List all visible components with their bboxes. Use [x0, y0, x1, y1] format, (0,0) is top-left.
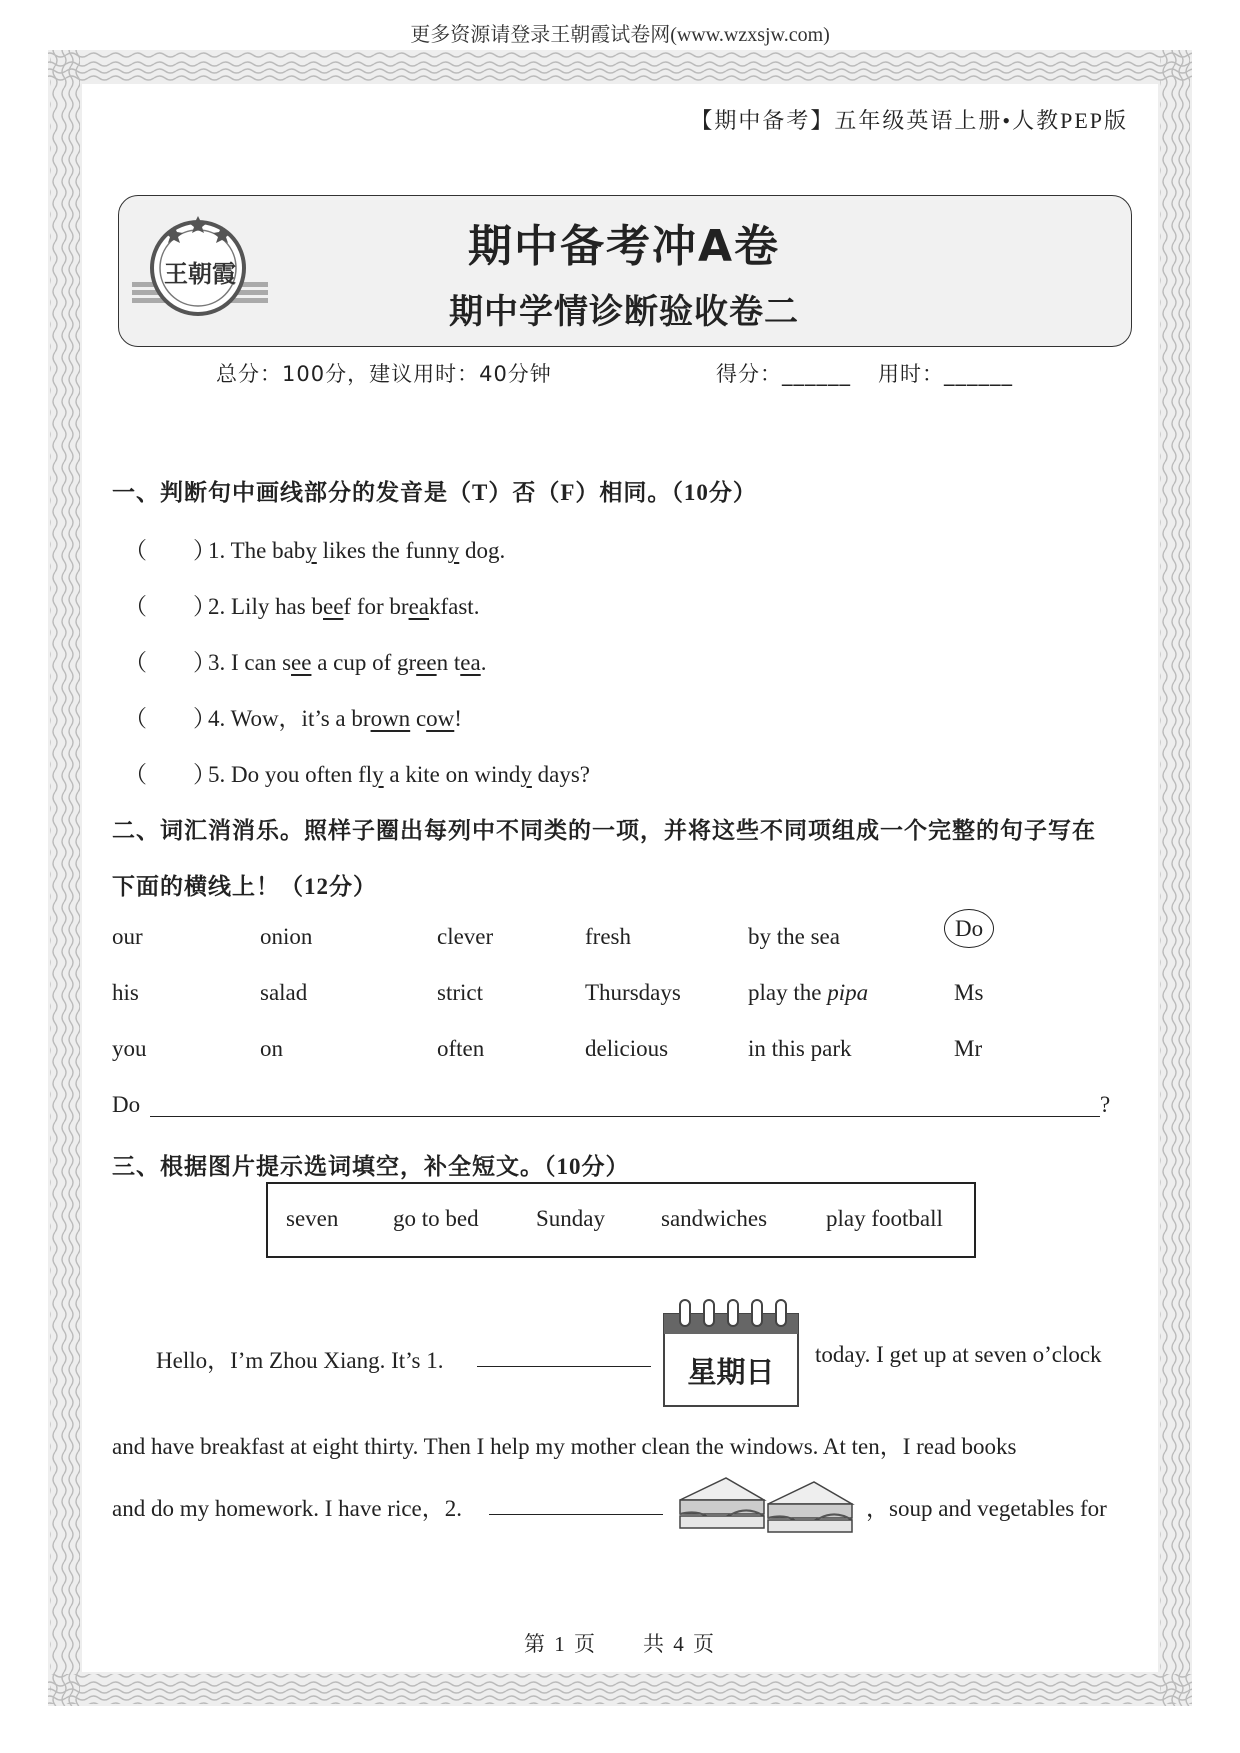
score-field: 得分：______	[716, 362, 851, 386]
word-bank-item: go to bed	[393, 1206, 479, 1231]
answer-bracket[interactable]: （ ）	[124, 594, 216, 619]
word-cell: on	[260, 1036, 283, 1061]
circled-example-word: Do	[944, 916, 994, 942]
blank-2[interactable]	[489, 1514, 663, 1515]
word-bank-item: sandwiches	[661, 1206, 768, 1231]
word-cell: play the pipa	[748, 980, 869, 1005]
word-cell: clever	[437, 924, 494, 949]
word-bank-item: seven	[286, 1206, 339, 1231]
blank-1[interactable]	[477, 1366, 651, 1367]
answer-bracket[interactable]: （ ）	[124, 706, 216, 731]
word-cell: Mr	[954, 1036, 983, 1061]
sandwiches-icon	[676, 1470, 860, 1538]
section2-heading-line1: 二、词汇消消乐。照样子圈出每列中不同类的一项，并将这些不同项组成一个完整的句子写在	[112, 818, 1096, 843]
passage-line3-end: ，soup and vegetables for	[866, 1496, 1107, 1521]
answer-bracket[interactable]: （ ）	[124, 538, 216, 563]
question-item: （ ）3. I can see a cup of green tea.	[124, 644, 486, 677]
word-cell: by the sea	[748, 924, 840, 949]
answer-start-word: Do	[112, 1092, 141, 1117]
word-cell: Ms	[954, 980, 984, 1005]
word-cell: fresh	[585, 924, 631, 949]
word-cell: salad	[260, 980, 308, 1005]
question-item: （ ）4. Wow，it’s a brown cow!	[124, 700, 462, 733]
section2-heading-line2: 下面的横线上！（12分）	[112, 874, 377, 899]
passage-line3-start: and do my homework. I have rice，2.	[112, 1496, 463, 1521]
word-bank-item: Sunday	[536, 1206, 605, 1231]
exam-title: 期中备考冲A卷	[467, 221, 781, 272]
section1-heading: 一、判断句中画线部分的发音是（T）否（F）相同。（10分）	[112, 480, 757, 505]
answer-line[interactable]	[150, 1116, 1100, 1117]
question-item: （ ）2. Lily has beef for breakfast.	[124, 588, 479, 621]
calendar-label: 星期日	[687, 1355, 775, 1389]
word-cell: our	[112, 924, 143, 949]
page-number: 第 1 页 共 4 页	[524, 1632, 716, 1656]
question-item: （ ）1. The baby likes the funny dog.	[124, 532, 505, 565]
passage-line1-end: today. I get up at seven o’clock	[815, 1342, 1102, 1367]
section3-heading: 三、根据图片提示选词填空，补全短文。（10分）	[112, 1154, 630, 1179]
total-score-info: 总分：100分，建议用时：40分钟	[216, 362, 552, 386]
word-cell: onion	[260, 924, 313, 949]
passage-line2: and have breakfast at eight thirty. Then I help my mother clean the windows. At ten，I read books	[112, 1434, 1017, 1459]
word-cell: strict	[437, 980, 483, 1005]
word-cell: in this park	[748, 1036, 852, 1061]
word-cell: you	[112, 1036, 147, 1061]
question-item: （ ）5. Do you often fly a kite on windy days?	[124, 756, 590, 789]
answer-end-mark: ?	[1100, 1092, 1111, 1117]
logo-text: 王朝霞	[164, 259, 236, 288]
word-bank-item: play football	[826, 1206, 943, 1231]
word-cell: delicious	[585, 1036, 669, 1061]
time-field: 用时：______	[878, 362, 1013, 386]
word-cell: his	[112, 980, 139, 1005]
word-cell: Thursdays	[585, 980, 681, 1005]
answer-bracket[interactable]: （ ）	[124, 650, 216, 675]
source-line: 更多资源请登录王朝霞试卷网(www.wzxsjw.com)	[410, 24, 830, 46]
passage-line1-start: Hello，I’m Zhou Xiang. It’s 1.	[156, 1348, 444, 1373]
series-label: 【期中备考】五年级英语上册•人教PEP版	[690, 108, 1128, 133]
exam-subtitle: 期中学情诊断验收卷二	[449, 292, 799, 332]
answer-bracket[interactable]: （ ）	[124, 762, 216, 787]
word-cell: often	[437, 1036, 485, 1061]
